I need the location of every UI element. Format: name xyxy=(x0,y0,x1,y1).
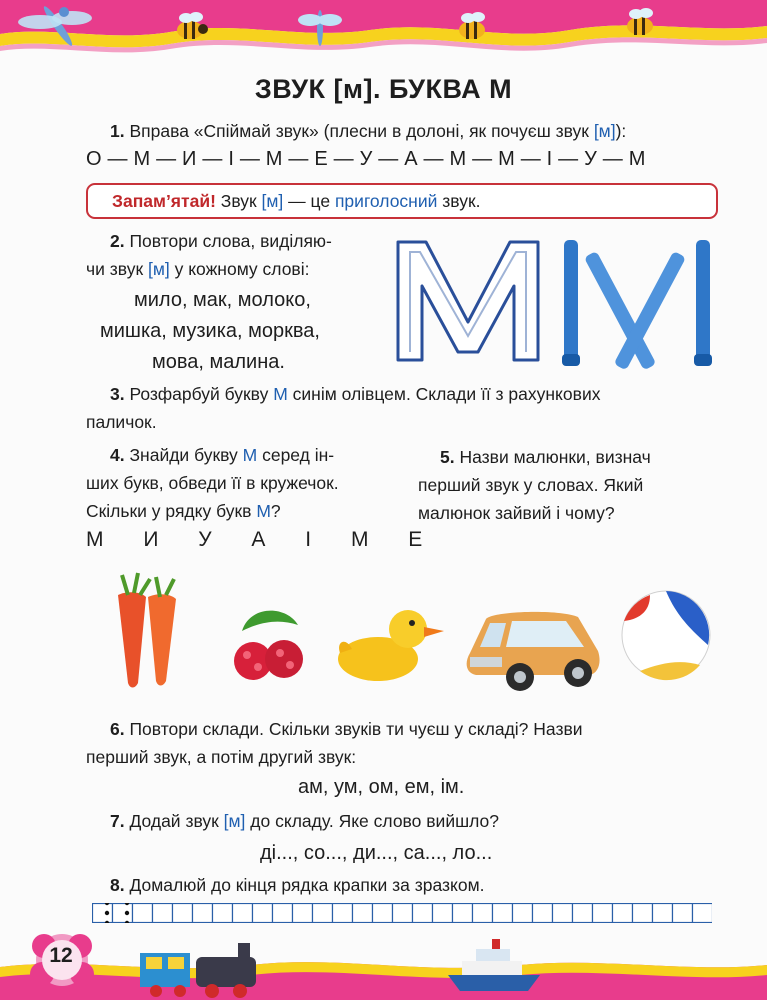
grid-cell xyxy=(333,904,353,923)
grid-cell xyxy=(413,904,433,923)
remember-label: Запам’ятай! xyxy=(112,191,216,211)
beach-ball-icon xyxy=(622,591,710,680)
grid-cell xyxy=(393,904,413,923)
grid-cell xyxy=(353,904,373,923)
syllable-line: ді..., со..., ди..., са..., ло... xyxy=(260,842,493,864)
exercise-5-line-3: малюнок зайвий і чому? xyxy=(418,503,615,523)
letter-m-label: М xyxy=(273,384,288,404)
remember-text-part: звук. xyxy=(437,191,481,211)
letter-m-illustrations xyxy=(388,232,728,372)
page-number: 12 xyxy=(49,944,73,967)
exercise-1-end: ): xyxy=(615,121,627,141)
grid-cell xyxy=(193,904,213,923)
carrot-icon xyxy=(118,573,176,688)
exercise-4-line-1 xyxy=(110,442,334,469)
exercise-7-text: до складу. Яке слово вийшло? xyxy=(245,811,500,831)
exercise-5-number: 5. xyxy=(440,447,455,467)
grid-cell xyxy=(153,904,173,923)
dot-grid xyxy=(92,903,712,923)
grid-cell xyxy=(673,904,693,923)
exercise-4-line-3 xyxy=(86,498,281,525)
letter-row: М И У А І М Е xyxy=(86,528,440,551)
consonant-word: приголосний xyxy=(334,191,438,211)
pictures-row xyxy=(0,565,767,695)
remember-box xyxy=(86,183,718,219)
remember-text-part: — це xyxy=(283,191,335,211)
exercise-2-text: чи звук xyxy=(86,259,148,279)
exercise-5-text: Назви малюнки, визнач xyxy=(454,447,651,467)
exercise-8-text: Домалюй до кінця рядка крапки за зразком. xyxy=(124,875,485,895)
grid-cell xyxy=(513,904,533,923)
top-wavy-border xyxy=(0,0,767,70)
grid-cell xyxy=(213,904,233,923)
letter-m-label: М xyxy=(242,445,258,465)
exercise-4-text: серед ін- xyxy=(257,445,335,465)
page-title: ЗВУК [м]. БУКВА М xyxy=(254,74,513,104)
exercise-6-number: 6. xyxy=(110,719,125,739)
bee-icon xyxy=(459,12,485,39)
word-line: мова, малина. xyxy=(152,351,285,373)
grid-cell xyxy=(613,904,633,923)
grid-cell xyxy=(113,904,133,923)
letter-m-label: М xyxy=(256,501,271,521)
exercise-5-line-1 xyxy=(440,444,651,471)
grid-cell xyxy=(373,904,393,923)
grid-cell xyxy=(473,904,493,923)
exercise-1-instruction: Вправа «Спіймай звук» (плесни в долоні, як почуєш звук xyxy=(129,121,594,141)
exercise-4-number: 4. xyxy=(110,445,125,465)
sound-m-label: [м] xyxy=(593,121,616,141)
grid-cell xyxy=(433,904,453,923)
grid-cell xyxy=(93,904,113,923)
grid-cell xyxy=(273,904,293,923)
grid-cell xyxy=(573,904,593,923)
syllable-line: ам, ум, ом, ем, ім. xyxy=(298,776,465,798)
duck-icon xyxy=(338,610,444,681)
exercise-6-line-1 xyxy=(110,716,583,743)
exercise-3-text: Розфарбуй букву xyxy=(124,384,274,404)
exercise-6-text: Повтори склади. Скільки звуків ти чуєш у складі? Назви xyxy=(124,719,583,739)
grid-cell xyxy=(493,904,513,923)
exercise-4-line-2: ших букв, обведи її в кружечок. xyxy=(86,473,339,493)
grid-cell xyxy=(233,904,253,923)
exercise-1-text xyxy=(110,118,626,145)
exercise-3-line-1 xyxy=(110,381,600,408)
grid-cell xyxy=(133,904,153,923)
stick-letter-m-icon xyxy=(562,240,712,370)
remember-text-part: Звук xyxy=(215,191,262,211)
exercise-3-line-2: паличок. xyxy=(86,412,157,432)
exercise-3-number: 3. xyxy=(110,384,125,404)
exercise-6-line-2: перший звук, а потім другий звук: xyxy=(86,747,357,767)
exercise-2-line-1 xyxy=(110,228,332,255)
grid-cell xyxy=(693,904,713,923)
grid-cell xyxy=(313,904,333,923)
exercise-8-number: 8. xyxy=(110,875,125,895)
exercise-2-line-2 xyxy=(86,256,309,283)
exercise-3-text: синім олівцем. Склади її з рахункових xyxy=(287,384,601,404)
bee-icon xyxy=(627,8,653,35)
word-line: мило, мак, молоко, xyxy=(134,289,311,311)
exercise-8-line xyxy=(110,872,485,899)
sound-m-label: [м] xyxy=(223,811,246,831)
exercise-4-text: Знайди букву xyxy=(124,445,243,465)
word-line: мишка, музика, морква, xyxy=(100,320,320,342)
exercise-7-number: 7. xyxy=(110,811,125,831)
grid-cell xyxy=(533,904,553,923)
exercise-2-text: у кожному слові: xyxy=(169,259,310,279)
grid-cell xyxy=(253,904,273,923)
grid-cell xyxy=(453,904,473,923)
grid-cell xyxy=(633,904,653,923)
grid-cell xyxy=(653,904,673,923)
grid-cell xyxy=(173,904,193,923)
exercise-4-text: Скільки у рядку букв xyxy=(86,501,257,521)
exercise-2-number: 2. xyxy=(110,231,125,251)
car-icon xyxy=(467,612,600,691)
sound-m-label: [м] xyxy=(261,191,284,211)
bottom-wavy-border xyxy=(0,935,767,1000)
exercise-2-text: Повтори слова, виділяю- xyxy=(124,231,332,251)
exercise-1-number: 1. xyxy=(110,121,125,141)
sound-sequence: О — М — И — І — М — Е — У — А — М — М — І — У — М xyxy=(86,148,646,170)
remember-text xyxy=(112,188,480,215)
raspberry-icon xyxy=(234,611,303,680)
exercise-4-text: ? xyxy=(270,501,281,521)
grid-cell xyxy=(593,904,613,923)
exercise-7-text: Додай звук xyxy=(124,811,224,831)
grid-cell xyxy=(293,904,313,923)
exercise-5-line-2: перший звук у словах. Який xyxy=(418,475,644,495)
sound-m-label: [м] xyxy=(147,259,170,279)
exercise-7-line-1 xyxy=(110,808,499,835)
grid-cell xyxy=(553,904,573,923)
outline-letter-m-icon xyxy=(398,242,538,360)
